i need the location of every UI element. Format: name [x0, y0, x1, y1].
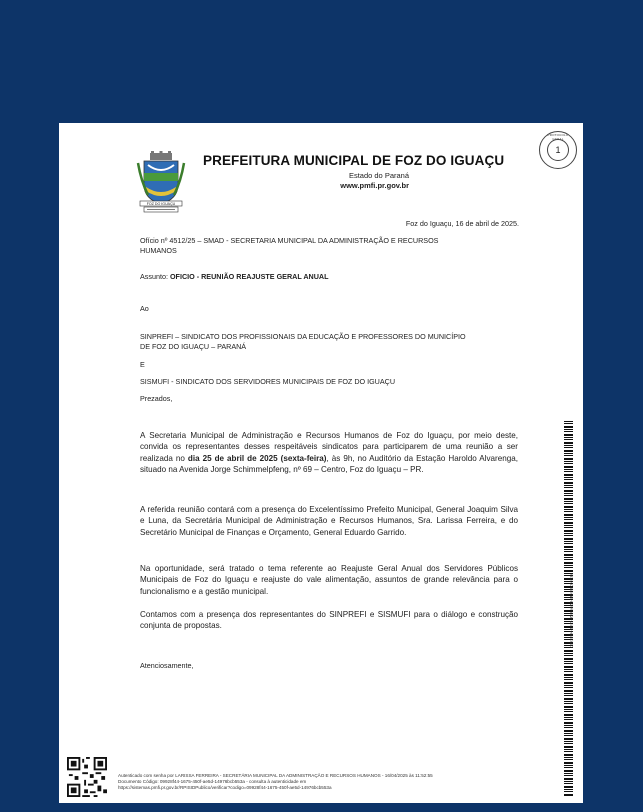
subject-label: Assunto:	[140, 272, 170, 281]
header-website: www.pmfi.pr.gov.br	[340, 181, 409, 190]
addressee-to: Ao	[140, 304, 149, 313]
office-reference	[140, 236, 518, 256]
paragraph-4: Contamos com a presença dos representantes do SINPREFI e SISMUFI para o diálogo e construção conjunta de propostas.	[140, 610, 518, 631]
document-page	[59, 123, 583, 803]
meeting-date: dia 25 de abril de 2025 (sexta-feira)	[187, 453, 327, 463]
recipient-1-line-2: DE FOZ DO IGUAÇU – PARANÁ	[140, 342, 247, 351]
paragraph-2: A referida reunião contará com a presença do Excelentíssimo Prefeito Municipal, General Joaquim Silva e Luna, da Secretária Municipal de Administração e Recursos Humanos, Sra. Larissa Ferreira, e do Secretário Municipal de Finanças e Orçamento, General Eduardo Garrido.	[140, 505, 518, 537]
subject-value: OFICIO - REUNIÃO REAJUSTE GERAL ANUAL	[169, 272, 329, 281]
footer-verification-link[interactable]: https://sistemas.pmfi.pr.gov.br/RPISIDPublico/verificar?codigo=09928f44-1675-450f-ae5d-14976bcb553a	[118, 784, 332, 790]
page-number: 1	[547, 139, 569, 161]
protocol-stamp	[539, 131, 577, 169]
svg-text:FOZ DO IGUAÇU: FOZ DO IGUAÇU	[146, 202, 176, 206]
paragraph-3: Na oportunidade, será tratado o tema referente ao Reajuste Geral Anual dos Servidores Públicos Municipais de Foz do Iguaçu e reajuste do vale alimentação, assuntos de grande relevância para o funcionalismo e a gestão municipal.	[140, 564, 518, 596]
closing: Atenciosamente,	[140, 661, 194, 670]
subject	[140, 272, 518, 282]
header-state: Estado do Paraná	[348, 171, 409, 180]
recipient-conjunction: E	[140, 360, 145, 369]
recipient-sismufi: SISMUFI - SINDICATO DOS SERVIDORES MUNICIPAIS DE FOZ DO IGUAÇU	[140, 377, 396, 386]
header-title: PREFEITURA MUNICIPAL DE FOZ DO IGUAÇU	[203, 153, 505, 168]
paragraph-1-text-b: , às 9h, no Auditório da Estação Haroldo Alvarenga, situado na Avenida Jorge Schimmelpfeng, nº 69 – Centro, Foz do Iguaçu – PR.	[140, 453, 518, 474]
qr-code-icon	[67, 757, 107, 797]
footer-line-1: Autenticado com senha por LARISSA FERREIRA - SECRETÁRIA MUNICIPAL DA ADMINISTRAÇÃO E RECURSOS HUMANOS - 16/04/2025 às 11:52:55	[118, 773, 433, 778]
letter-date: Foz do Iguaçu, 16 de abril de 2025.	[405, 219, 519, 228]
office-line-1: Ofício nº 4512/25 – SMAD - SECRETARIA MUNICIPAL DA ADMINISTRAÇÃO E RECURSOS	[140, 236, 439, 245]
recipient-1-line-1: SINPREFI – SINDICATO DOS PROFISSIONAIS DA EDUCAÇÃO E PROFESSORES DO MUNICÍPIO	[140, 332, 466, 341]
paragraph-1	[140, 430, 518, 475]
authentication-footer	[118, 773, 558, 790]
barcode-code: 09928f44-1675-450f-ae5d-14976bcb553a	[568, 573, 574, 648]
recipient-sinprefi	[140, 332, 518, 352]
footer-line-2: Documento Código: 09928f44-1675-450f-ae5d-14976bcb553a - consulta à autenticidade em	[118, 778, 307, 784]
paragraph-1-text-a: A Secretaria Municipal de Administração e Recursos Humanos de Foz do Iguaçu, por meio deste, convida os representantes desses respeitáveis sindicatos para participarem de uma reunião a ser realizada no	[140, 431, 518, 463]
coat-of-arms-icon	[136, 151, 186, 213]
greeting: Prezados,	[140, 394, 173, 403]
office-line-2: HUMANOS	[140, 246, 177, 255]
stamp-ring-text: PROTOCOLO GERAL	[547, 133, 569, 141]
